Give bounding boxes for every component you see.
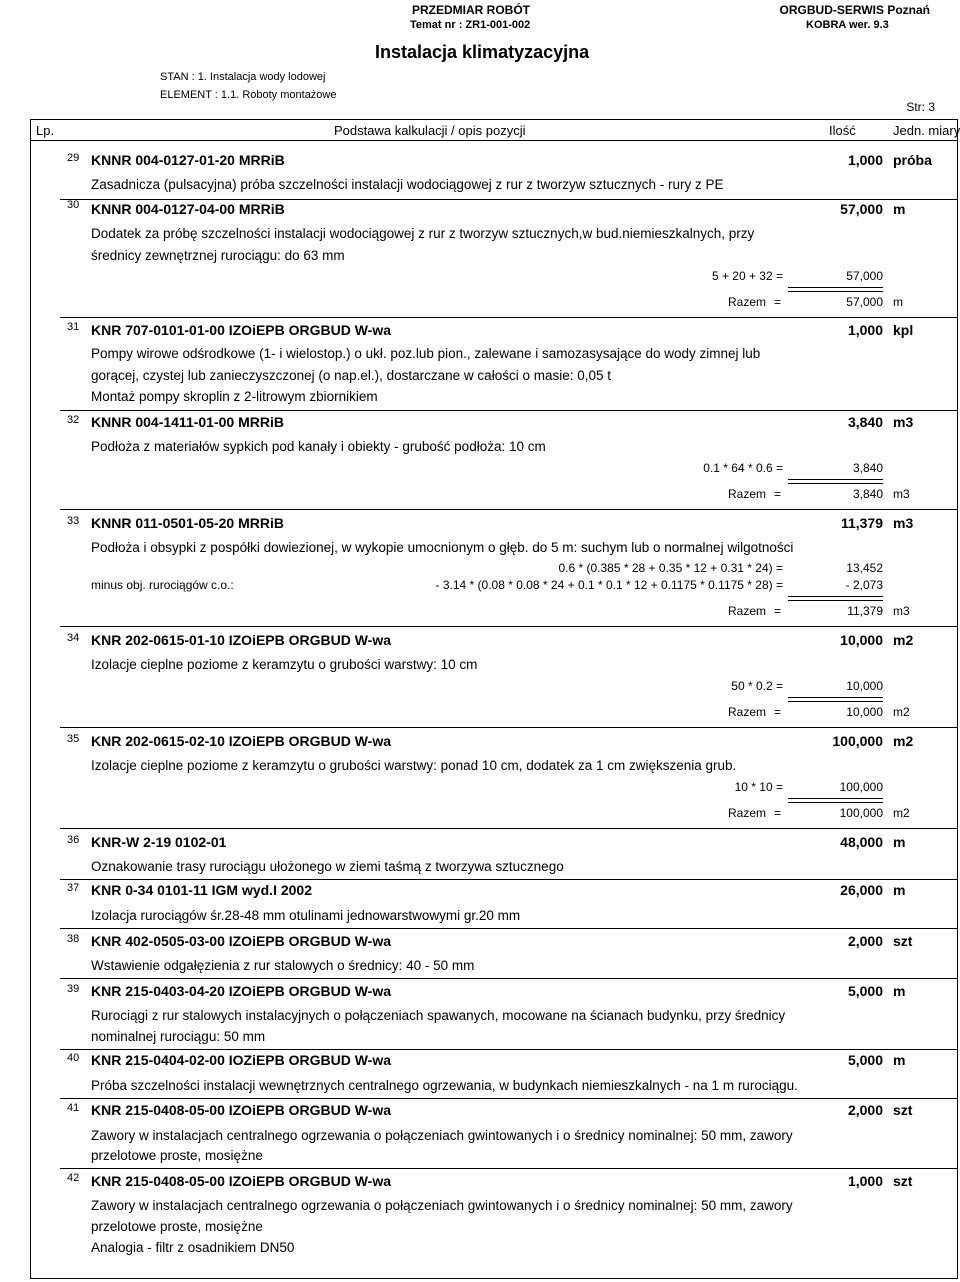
item-desc: Oznakowanie trasy rurociągu ułożonego w ziemi taśmą z tworzywa sztucznego [91, 859, 564, 874]
total-unit: m3 [893, 487, 910, 501]
col-qty: Ilość [829, 123, 856, 138]
item-no: 29 [67, 152, 80, 164]
col-unit: Jedn. miary [893, 123, 960, 138]
item-no: 41 [67, 1102, 80, 1114]
item-desc: Analogia - filtr z osadnikiem DN50 [91, 1240, 295, 1255]
element-label: ELEMENT : 1.1. Roboty montażowe [160, 89, 337, 101]
item-qty: 1,000 [847, 1173, 883, 1189]
item-no: 40 [67, 1052, 80, 1064]
item-desc: Zawory w instalacjach centralnego ogrzewania o połączeniach gwintowanych i o średnicy nominalnej: 50 mm, zawory [91, 1128, 793, 1143]
total-unit: m2 [893, 806, 910, 820]
item-no: 31 [67, 321, 80, 333]
item-unit: szt [893, 933, 913, 949]
item-code: KNNR 004-1411-01-00 MRRiB [91, 414, 284, 430]
item-desc: przelotowe proste, mosiężne [91, 1219, 263, 1234]
total-value: 100,000 [839, 806, 883, 820]
total-label: Razem [728, 705, 767, 719]
item-no: 30 [67, 199, 80, 211]
item-no: 34 [67, 632, 80, 644]
item-desc: Wstawienie odgałęzienia z rur stalowych o średnicy: 40 - 50 mm [91, 958, 475, 973]
total-value: 11,379 [847, 604, 883, 618]
item-qty: 2,000 [847, 1102, 883, 1118]
item-unit: m2 [893, 733, 914, 749]
item-unit: m [893, 1052, 906, 1068]
calc-expression: - 3.14 * (0.08 * 0.08 * 24 + 0.1 * 0.1 * 12 + 0.1175 * 0.1175 * 28) = [435, 578, 783, 592]
item-qty: 57,000 [840, 201, 883, 217]
item-unit: m [893, 834, 906, 850]
item-code: KNR 402-0505-03-00 IZOiEPB ORGBUD W-wa [91, 933, 392, 949]
item-desc: gorącej, czystej lub zanieczyszczonej (o nap.el.), dostarczane w całości o masie: 0,05 t [91, 368, 611, 383]
item-unit: szt [893, 1102, 913, 1118]
item-desc: Zasadnicza (pulsacyjna) próba szczelności instalacji wodociągowej z rur z tworzyw sztucznych - rury z PE [91, 177, 724, 192]
calc-value: 13,452 [846, 561, 883, 575]
item-desc: przelotowe proste, mosiężne [91, 1148, 263, 1163]
total-unit: m [893, 295, 903, 309]
calc-expression: 5 + 20 + 32 = [711, 269, 783, 283]
item-no: 38 [67, 933, 80, 945]
item-code: KNNR 004-0127-04-00 MRRiB [91, 201, 285, 217]
col-lp: Lp. [36, 123, 55, 138]
calc-value: - 2,073 [845, 578, 883, 592]
item-no: 39 [67, 983, 80, 995]
calc-value: 3,840 [852, 461, 883, 475]
item-qty: 5,000 [847, 1052, 883, 1068]
item-qty: 11,379 [840, 515, 883, 531]
item-code: KNR 215-0408-05-00 IZOiEPB ORGBUD W-wa [91, 1102, 392, 1118]
item-code: KNR 202-0615-01-10 IZOiEPB ORGBUD W-wa [91, 632, 392, 648]
col-basis: Podstawa kalkulacji / opis pozycji [334, 123, 526, 138]
calc-label: minus obj. rurociągów c.o.: [91, 578, 234, 592]
total-label: Razem [728, 487, 767, 501]
item-desc: Izolacja rurociągów śr.28-48 mm otulinami jednowarstwowymi gr.20 mm [91, 908, 521, 923]
stan-label: STAN : 1. Instalacja wody lodowej [160, 71, 326, 83]
item-code: KNR 0-34 0101-11 IGM wyd.I 2002 [91, 882, 312, 898]
item-no: 35 [67, 733, 80, 745]
item-desc: Izolacje cieplne poziome z keramzytu o grubości warstwy: ponad 10 cm, dodatek za 1 cm zwiększenia grub. [91, 758, 737, 773]
item-desc: Montaż pompy skroplin z 2-litrowym zbiornikiem [91, 389, 378, 404]
total-eq: = [774, 604, 782, 618]
subject-number: Temat nr : ZR1-001-002 [410, 19, 531, 31]
item-no: 36 [67, 834, 80, 846]
item-unit: m [893, 983, 906, 999]
item-desc: Zawory w instalacjach centralnego ogrzewania o połączeniach gwintowanych i o średnicy nominalnej: 50 mm, zawory [91, 1198, 793, 1213]
item-desc: Rurociągi z rur stalowych instalacyjnych o połączeniach spawanych, mocowane na ścianach budynku, przy średnicy [91, 1008, 786, 1023]
doc-title: PRZEDMIAR ROBÓT [412, 3, 530, 17]
calc-expression: 10 * 10 = [734, 780, 783, 794]
main-title: Instalacja klimatyzacyjna [375, 42, 590, 62]
item-unit: m [893, 882, 906, 898]
item-qty: 1,000 [847, 322, 883, 338]
item-code: KNR-W 2-19 0102-01 [91, 834, 227, 850]
item-no: 33 [67, 515, 80, 527]
total-eq: = [774, 295, 782, 309]
item-unit: szt [893, 1173, 913, 1189]
item-unit: m2 [893, 632, 914, 648]
item-qty: 1,000 [847, 152, 883, 168]
calc-value: 100,000 [839, 780, 883, 794]
item-code: KNR 215-0403-04-20 IZOiEPB ORGBUD W-wa [91, 983, 392, 999]
total-unit: m3 [893, 604, 910, 618]
item-qty: 10,000 [840, 632, 883, 648]
item-unit: m3 [893, 515, 914, 531]
total-eq: = [774, 487, 782, 501]
total-label: Razem [728, 806, 767, 820]
item-unit: m3 [893, 414, 914, 430]
company-name: ORGBUD-SERWIS Poznań [779, 3, 930, 17]
calc-expression: 50 * 0.2 = [731, 679, 783, 693]
item-qty: 2,000 [847, 933, 883, 949]
total-label: Razem [728, 295, 767, 309]
page-number: Str: 3 [906, 100, 935, 114]
calc-value: 57,000 [846, 269, 883, 283]
software-version: KOBRA wer. 9.3 [806, 19, 889, 31]
item-desc: Podłoża z materiałów sypkich pod kanały i obiekty - grubość podłoża: 10 cm [91, 439, 546, 454]
item-no: 42 [67, 1172, 80, 1184]
item-code: KNNR 004-0127-01-20 MRRiB [91, 152, 285, 168]
item-qty: 3,840 [847, 414, 883, 430]
item-desc: średnicy zewnętrznej rurociągu: do 63 mm [91, 248, 345, 263]
item-desc: nominalnej rurociągu: 50 mm [91, 1029, 266, 1044]
total-value: 57,000 [846, 295, 883, 309]
total-eq: = [774, 806, 782, 820]
item-code: KNNR 011-0501-05-20 MRRiB [91, 515, 284, 531]
item-qty: 100,000 [832, 733, 883, 749]
total-unit: m2 [893, 705, 910, 719]
item-qty: 26,000 [840, 882, 883, 898]
total-value: 3,840 [852, 487, 883, 501]
total-eq: = [774, 705, 782, 719]
item-no: 32 [67, 414, 80, 426]
item-unit: m [893, 201, 906, 217]
item-code: KNR 707-0101-01-00 IZOiEPB ORGBUD W-wa [91, 322, 392, 338]
item-desc: Pompy wirowe odśrodkowe (1- i wielostop.) o ukł. poz.lub pion., zalewane i samozasysające do wody zimnej lub [91, 346, 761, 361]
calc-value: 10,000 [846, 679, 883, 693]
item-code: KNR 215-0408-05-00 IZOiEPB ORGBUD W-wa [91, 1173, 392, 1189]
item-unit: próba [893, 152, 932, 168]
item-unit: kpl [893, 322, 914, 338]
item-code: KNR 202-0615-02-10 IZOiEPB ORGBUD W-wa [91, 733, 392, 749]
calc-expression: 0.1 * 64 * 0.6 = [703, 461, 783, 475]
item-no: 37 [67, 882, 80, 894]
total-label: Razem [728, 604, 767, 618]
item-qty: 5,000 [847, 983, 883, 999]
item-code: KNR 215-0404-02-00 IOZiEPB ORGBUD W-wa [91, 1052, 392, 1068]
item-qty: 48,000 [840, 834, 883, 850]
item-desc: Izolacje cieplne poziome z keramzytu o grubości warstwy: 10 cm [91, 657, 478, 672]
calc-expression: 0.6 * (0.385 * 28 + 0.35 * 12 + 0.31 * 24) = [558, 561, 783, 575]
item-desc: Próba szczelności instalacji wewnętrznych centralnego ogrzewania, w budynkach niemieszkalnych - na 1 m rurociągu. [91, 1078, 798, 1093]
item-desc: Dodatek za próbę szczelności instalacji wodociągowej z rur z tworzyw sztucznych,w bud.niemieszkalnych, przy [91, 226, 755, 241]
item-desc: Podłoża i obsypki z pospółki dowiezionej, w wykopie umocnionym o głęb. do 5 m: suchym lub o normalnej wilgotności [91, 540, 794, 555]
total-value: 10,000 [846, 705, 883, 719]
